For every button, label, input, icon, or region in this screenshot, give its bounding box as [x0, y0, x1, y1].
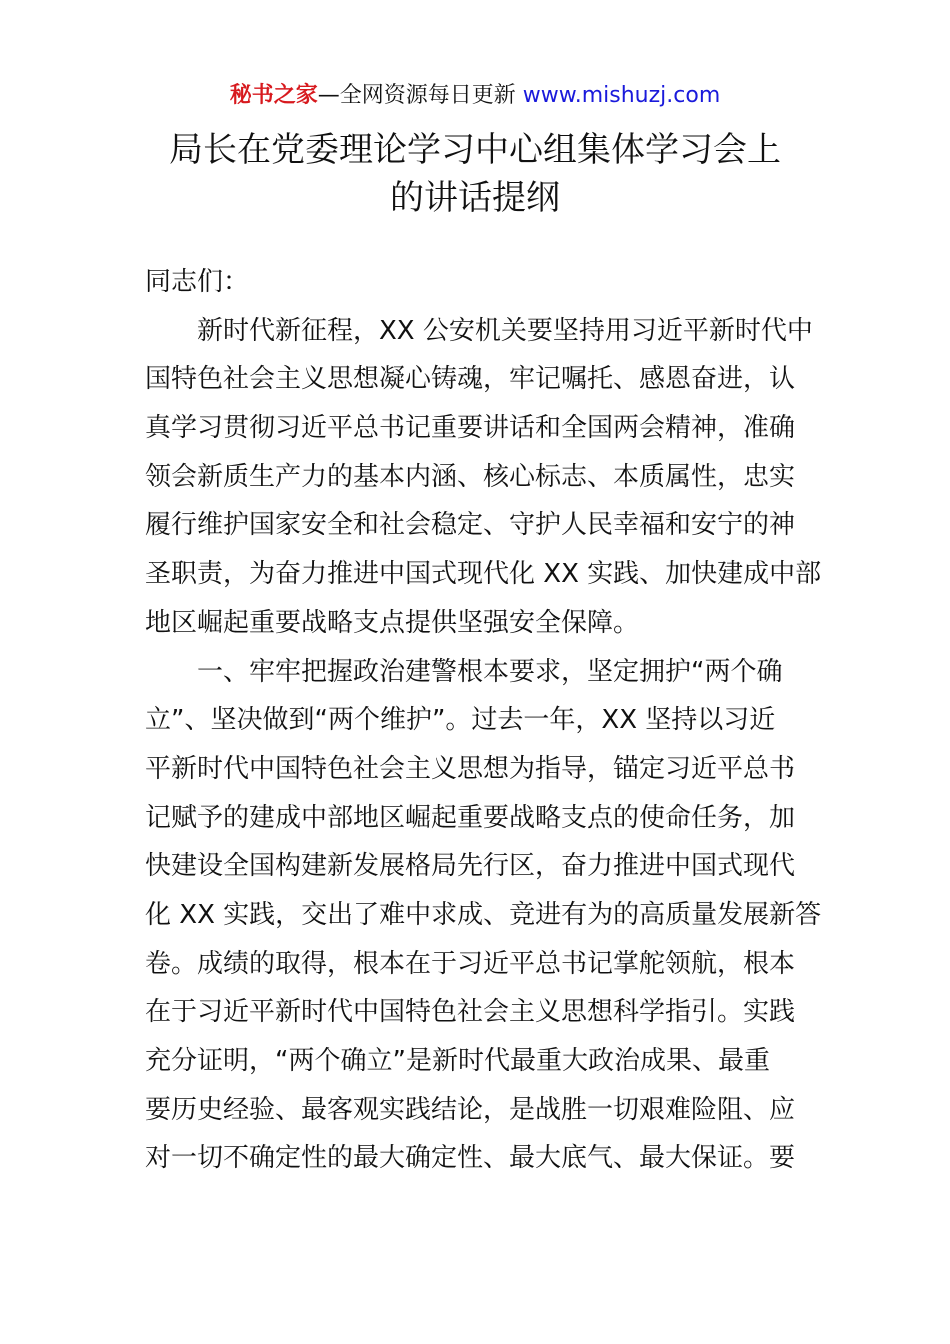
- paragraph-line: 要历史经验、最客观实践结论，是战胜一切艰难险阻、应: [145, 1094, 796, 1125]
- document-title: [140, 126, 810, 222]
- paragraph-line: 立”、坚决做到“两个维护”。过去一年，XX 坚持以习近: [145, 705, 776, 736]
- site-url-link[interactable]: www.mishuzj.com: [522, 83, 721, 108]
- paragraph-line: 履行维护国家安全和社会稳定、守护人民幸福和安宁的神: [145, 510, 796, 541]
- paragraph-line: 对一切不确定性的最大确定性、最大底气、最大保证。要: [145, 1143, 796, 1174]
- paragraph-line: 快建设全国构建新发展格局先行区，奋力推进中国式现代: [145, 851, 796, 882]
- paragraph-line: 在于习近平新时代中国特色社会主义思想科学指引。实践: [145, 997, 796, 1028]
- paragraph-line: 地区崛起重要战略支点提供坚强安全保障。: [145, 607, 640, 638]
- paragraph-line: 平新时代中国特色社会主义思想为指导，锚定习近平总书: [145, 753, 796, 784]
- paragraph-line: 领会新质生产力的基本内涵、核心标志、本质属性，忠实: [145, 461, 796, 492]
- salutation: 同志们：: [145, 267, 250, 297]
- title-line-1: 局长在党委理论学习中心组集体学习会上: [169, 130, 781, 170]
- brand-name: 秘书之家: [229, 83, 318, 108]
- paragraph-1: [145, 307, 822, 648]
- title-line-2: 的讲话提纲: [390, 178, 560, 218]
- paragraph-line: 新时代新征程，XX 公安机关要坚持用习近平新时代中: [145, 315, 813, 346]
- paragraph-line: 充分证明，“两个确立”是新时代最重大政治成果、最重: [145, 1046, 770, 1076]
- document-body: [145, 258, 822, 1183]
- paragraph-line: 国特色社会主义思想凝心铸魂，牢记嘱托、感恩奋进，认: [145, 364, 796, 395]
- paragraph-line: 圣职责，为奋力推进中国式现代化 XX 实践、加快建成中部: [145, 559, 822, 590]
- paragraph-line: 记赋予的建成中部地区崛起重要战略支点的使命任务，加: [145, 802, 796, 833]
- paragraph-line: 一、牢牢把握政治建警根本要求，坚定拥护“两个确: [145, 656, 783, 687]
- site-header: [0, 80, 950, 112]
- paragraph-line: 卷。成绩的取得，根本在于习近平总书记掌舵领航，根本: [145, 948, 796, 979]
- paragraph-2: [145, 648, 822, 1184]
- header-tagline: —全网资源每日更新: [317, 83, 516, 108]
- paragraph-line: 真学习贯彻习近平总书记重要讲话和全国两会精神，准确: [145, 413, 796, 444]
- paragraph-line: 化 XX 实践，交出了难中求成、竞进有为的高质量发展新答: [145, 899, 822, 930]
